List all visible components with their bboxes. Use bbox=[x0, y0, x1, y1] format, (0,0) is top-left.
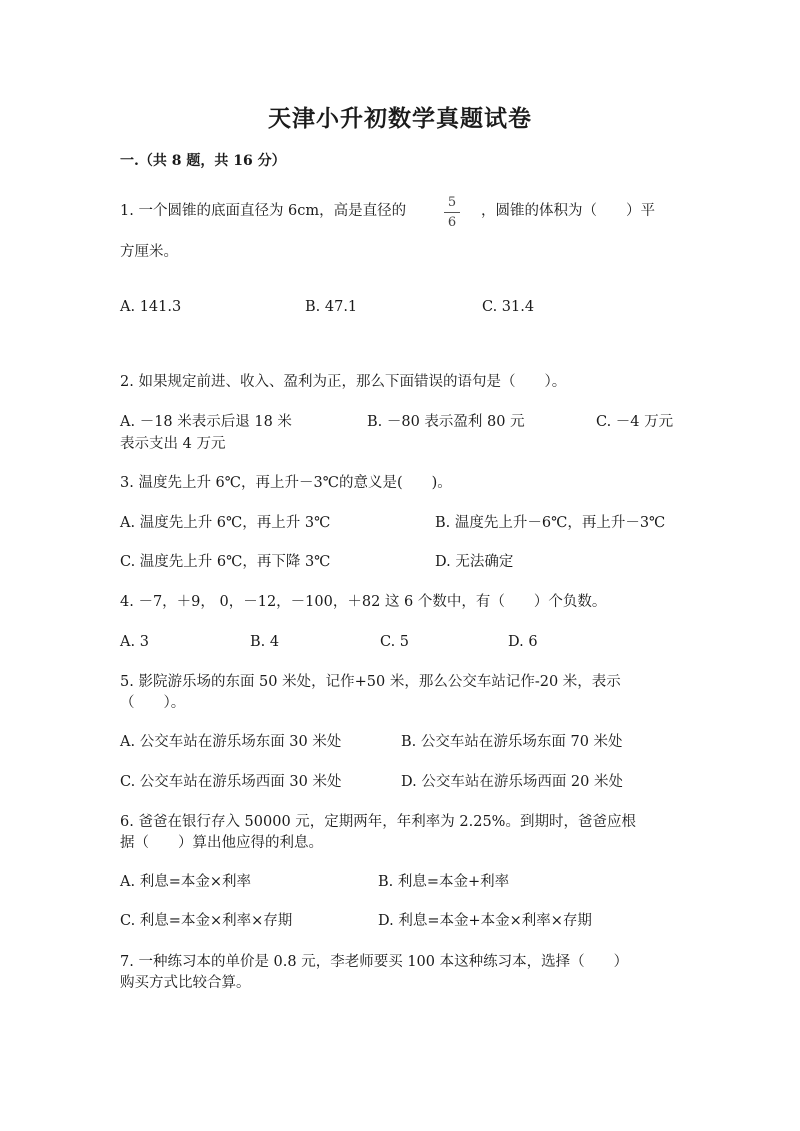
q4-option-a[interactable]: A. 3 bbox=[120, 634, 149, 650]
q1-option-a[interactable]: A. 141.3 bbox=[120, 299, 182, 315]
q3-option-a[interactable]: A. 温度先上升 6℃，再上升 3℃ bbox=[120, 515, 331, 531]
q5-option-a[interactable]: A. 公交车站在游乐场东面 30 米处 bbox=[120, 734, 342, 750]
question-7-text-line1: 7. 一种练习本的单价是 0.8 元，李老师要买 100 本这种练习本，选择（ ） bbox=[120, 954, 629, 970]
fraction-five-sixths bbox=[441, 195, 463, 230]
q2-option-c-continued: 表示支出 4 万元 bbox=[120, 436, 226, 452]
q1-option-b[interactable]: B. 47.1 bbox=[305, 299, 358, 315]
question-2-text: 2. 如果规定前进、收入、盈利为正，那么下面错误的语句是（ ）。 bbox=[120, 374, 567, 390]
q4-option-b[interactable]: B. 4 bbox=[250, 634, 280, 650]
q2-option-c[interactable]: C. －4 万元 bbox=[596, 414, 674, 430]
question-6-text-line2: 据（ ）算出他应得的利息。 bbox=[120, 835, 323, 851]
question-4-text: 4. －7，＋9， 0，－12，－100，＋82 这 6 个数中，有（ ）个负数。 bbox=[120, 594, 607, 610]
question-7-text-line2: 购买方式比较合算。 bbox=[120, 975, 251, 991]
page-title: 天津小升初数学真题试卷 bbox=[268, 105, 532, 132]
q2-option-b[interactable]: B. －80 表示盈利 80 元 bbox=[367, 414, 525, 430]
q6-option-d[interactable]: D. 利息=本金+本金×利率×存期 bbox=[378, 913, 592, 929]
section-header: 一.（共 8 题，共 16 分） bbox=[120, 153, 286, 169]
question-1-text-line2: 方厘米。 bbox=[120, 244, 178, 260]
question-6-text-line1: 6. 爸爸在银行存入 50000 元，定期两年，年利率为 2.25%。到期时，爸爸应根 bbox=[120, 814, 636, 830]
question-5-text-line1: 5. 影院游乐场的东面 50 米处，记作+50 米，那么公交车站记作-20 米，表示 bbox=[120, 674, 621, 690]
question-1-text-part1: 1. 一个圆锥的底面直径为 6cm，高是直径的 bbox=[120, 203, 407, 219]
q6-option-c[interactable]: C. 利息=本金×利率×存期 bbox=[120, 913, 293, 929]
q5-option-d[interactable]: D. 公交车站在游乐场西面 20 米处 bbox=[401, 774, 623, 790]
q4-option-d[interactable]: D. 6 bbox=[508, 634, 538, 650]
q2-option-a[interactable]: A. －18 米表示后退 18 米 bbox=[120, 414, 292, 430]
q4-option-c[interactable]: C. 5 bbox=[380, 634, 410, 650]
question-3-text: 3. 温度先上升 6℃，再上升－3℃的意义是( )。 bbox=[120, 475, 452, 491]
q6-option-a[interactable]: A. 利息=本金×利率 bbox=[120, 874, 251, 890]
fraction-bar bbox=[444, 212, 460, 213]
question-5-text-line2: （ ）。 bbox=[120, 695, 186, 711]
q5-option-c[interactable]: C. 公交车站在游乐场西面 30 米处 bbox=[120, 774, 342, 790]
q6-option-b[interactable]: B. 利息=本金+利率 bbox=[378, 874, 510, 890]
question-1-text-part2: ，圆锥的体积为（ ）平 bbox=[481, 203, 655, 219]
fraction-denominator: 6 bbox=[447, 215, 457, 230]
q3-option-b[interactable]: B. 温度先上升－6℃，再上升－3℃ bbox=[435, 515, 666, 531]
q1-option-c[interactable]: C. 31.4 bbox=[482, 299, 535, 315]
q5-option-b[interactable]: B. 公交车站在游乐场东面 70 米处 bbox=[401, 734, 623, 750]
q3-option-d[interactable]: D. 无法确定 bbox=[435, 554, 514, 570]
fraction-numerator: 5 bbox=[447, 195, 457, 210]
q3-option-c[interactable]: C. 温度先上升 6℃，再下降 3℃ bbox=[120, 554, 331, 570]
